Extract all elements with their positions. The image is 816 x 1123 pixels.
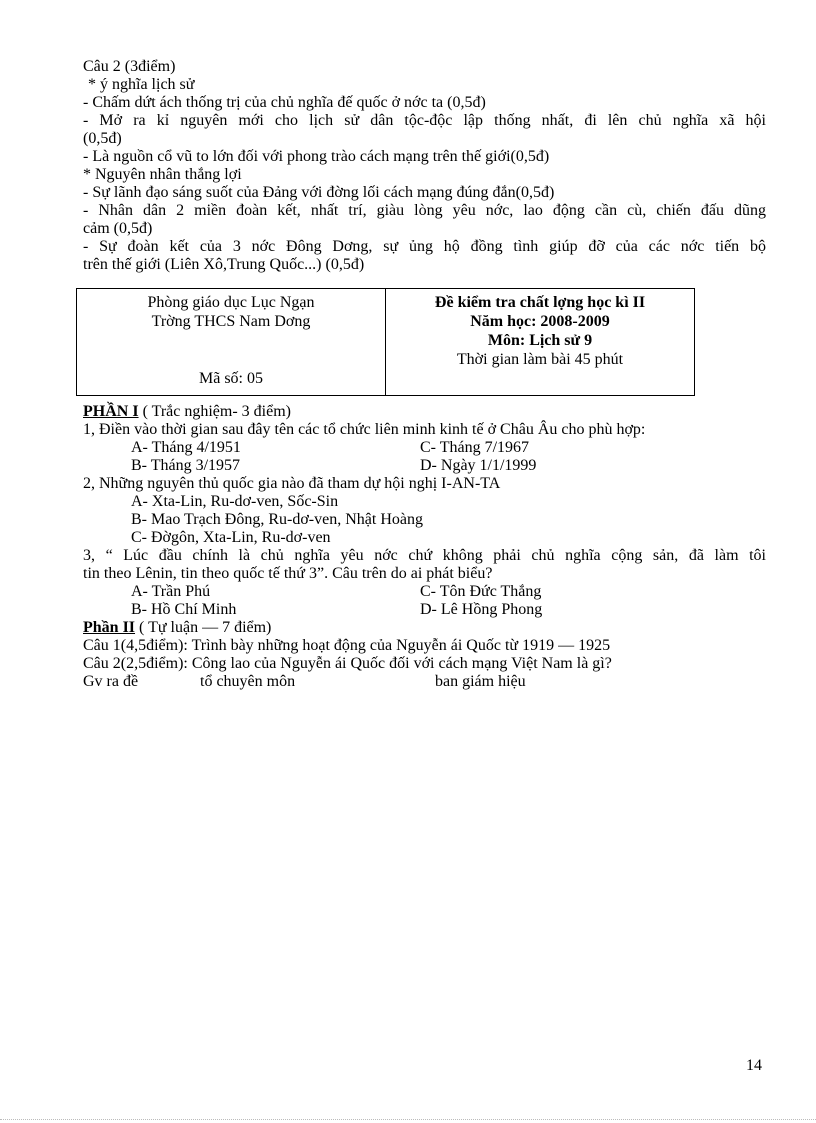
causes-title: * Nguyên nhân thắng lợi bbox=[83, 166, 242, 183]
q3-option-d: D- Lê Hồng Phong bbox=[420, 601, 543, 618]
q2-option-a: A- Xta-Lin, Ru-dơ-ven, Sốc-Sin bbox=[131, 493, 339, 510]
question-3-options-row2 bbox=[131, 601, 543, 619]
answer-heading: Câu 2 (3điểm) bbox=[83, 58, 176, 75]
part2-heading bbox=[83, 619, 271, 637]
exam-code: Mã số: 05 bbox=[199, 370, 263, 387]
question-3: 3, “ Lúc đầu chính là chủ nghĩa yêu nớc chứ không phải chủ nghĩa cộng sản, đã làm tôi bbox=[83, 547, 766, 564]
significance-item-2-score: (0,5đ) bbox=[83, 130, 122, 147]
q2-option-b: B- Mao Trạch Đông, Ru-dơ-ven, Nhật Hoàng bbox=[131, 511, 423, 528]
q2-option-c: C- Đờgôn, Xta-Lin, Ru-dơ-ven bbox=[131, 529, 331, 546]
part1-heading bbox=[83, 403, 291, 421]
q3-option-a: A- Trần Phú bbox=[131, 583, 211, 600]
page-number: 14 bbox=[746, 1057, 762, 1074]
q3-option-c: C- Tôn Đức Thắng bbox=[420, 583, 542, 600]
q1-option-b: B- Tháng 3/1957 bbox=[131, 457, 241, 474]
question-2: 2, Những nguyên thủ quốc gia nào đã tham dự hội nghị I-AN-TA bbox=[83, 475, 501, 492]
cause-item-2: - Nhân dân 2 miền đoàn kết, nhất trí, giàu lòng yêu nớc, lao động cần cù, chiến đấu dũng bbox=[83, 202, 766, 219]
cause-item-3: - Sự đoàn kết của 3 nớc Đông Dơng, sự ủng hộ đồng tình giúp đỡ của các nớc tiến bộ bbox=[83, 238, 766, 255]
signature-teacher: Gv ra đề bbox=[83, 673, 139, 690]
signature-board: ban giám hiệu bbox=[435, 673, 526, 690]
significance-title: * ý nghĩa lịch sử bbox=[88, 76, 195, 93]
question-3-options-row1 bbox=[131, 583, 542, 601]
part2-title: Phần II bbox=[83, 619, 136, 636]
page-bottom-edge bbox=[0, 1119, 816, 1120]
school-name: Trờng THCS Nam Dơng bbox=[151, 313, 311, 330]
cause-item-2-score: cảm (0,5đ) bbox=[83, 220, 153, 237]
signature-department: tổ chuyên môn bbox=[200, 673, 296, 690]
signature-row bbox=[83, 673, 526, 691]
duration: Thời gian làm bài 45 phút bbox=[456, 351, 624, 368]
cause-item-1: - Sự lãnh đạo sáng suốt của Đảng với đờng lối cách mạng đúng đắn(0,5đ) bbox=[83, 184, 555, 201]
q1-option-a: A- Tháng 4/1951 bbox=[131, 439, 241, 456]
exam-title: Đề kiểm tra chất lợng học kì II bbox=[434, 294, 646, 311]
essay-question-1: Câu 1(4,5điểm): Trình bày những hoạt động của Nguyễn ái Quốc từ 1919 — 1925 bbox=[83, 637, 611, 654]
significance-item-1: - Chấm dứt ách thống trị của chủ nghĩa đế quốc ở nớc ta (0,5đ) bbox=[83, 94, 486, 111]
q3-option-b: B- Hồ Chí Minh bbox=[131, 601, 237, 618]
question-1-options-row2 bbox=[131, 457, 537, 475]
q1-option-c: C- Tháng 7/1967 bbox=[420, 439, 530, 456]
exam-header-box bbox=[76, 288, 695, 396]
question-3-cont: tin theo Lênin, tin theo quốc tế thứ 3”. Câu trên do ai phát biểu? bbox=[83, 565, 493, 582]
subject: Môn: Lịch sử 9 bbox=[487, 332, 593, 349]
school-year: Năm học: 2008-2009 bbox=[470, 313, 610, 330]
department-name: Phòng giáo dục Lục Ngạn bbox=[147, 294, 315, 311]
question-1: 1, Điền vào thời gian sau đây tên các tổ chức liên minh kinh tế ở Châu Âu cho phù hợp: bbox=[83, 421, 646, 438]
question-1-options-row1 bbox=[131, 439, 530, 457]
school-info bbox=[77, 289, 385, 388]
essay-question-2: Câu 2(2,5điểm): Công lao của Nguyễn ái Quốc đối với cách mạng Việt Nam là gì? bbox=[83, 655, 612, 672]
part1-subtitle: ( Trắc nghiệm- 3 điểm) bbox=[138, 403, 291, 420]
significance-item-3: - Là nguồn cổ vũ to lớn đối với phong trào cách mạng trên thế giới(0,5đ) bbox=[83, 148, 550, 165]
cause-item-3-cont: trên thế giới (Liên Xô,Trung Quốc...) (0,5đ) bbox=[83, 256, 365, 273]
q1-option-d: D- Ngày 1/1/1999 bbox=[420, 457, 537, 474]
significance-item-2: - Mở ra kỉ nguyên mới cho lịch sử dân tộc-độc lập thống nhất, đi lên chủ nghĩa xã hội bbox=[83, 112, 766, 129]
part1-title: PHẦN I bbox=[83, 403, 139, 420]
part2-subtitle: ( Tự luận — 7 điểm) bbox=[135, 619, 272, 636]
exam-info bbox=[386, 289, 694, 369]
